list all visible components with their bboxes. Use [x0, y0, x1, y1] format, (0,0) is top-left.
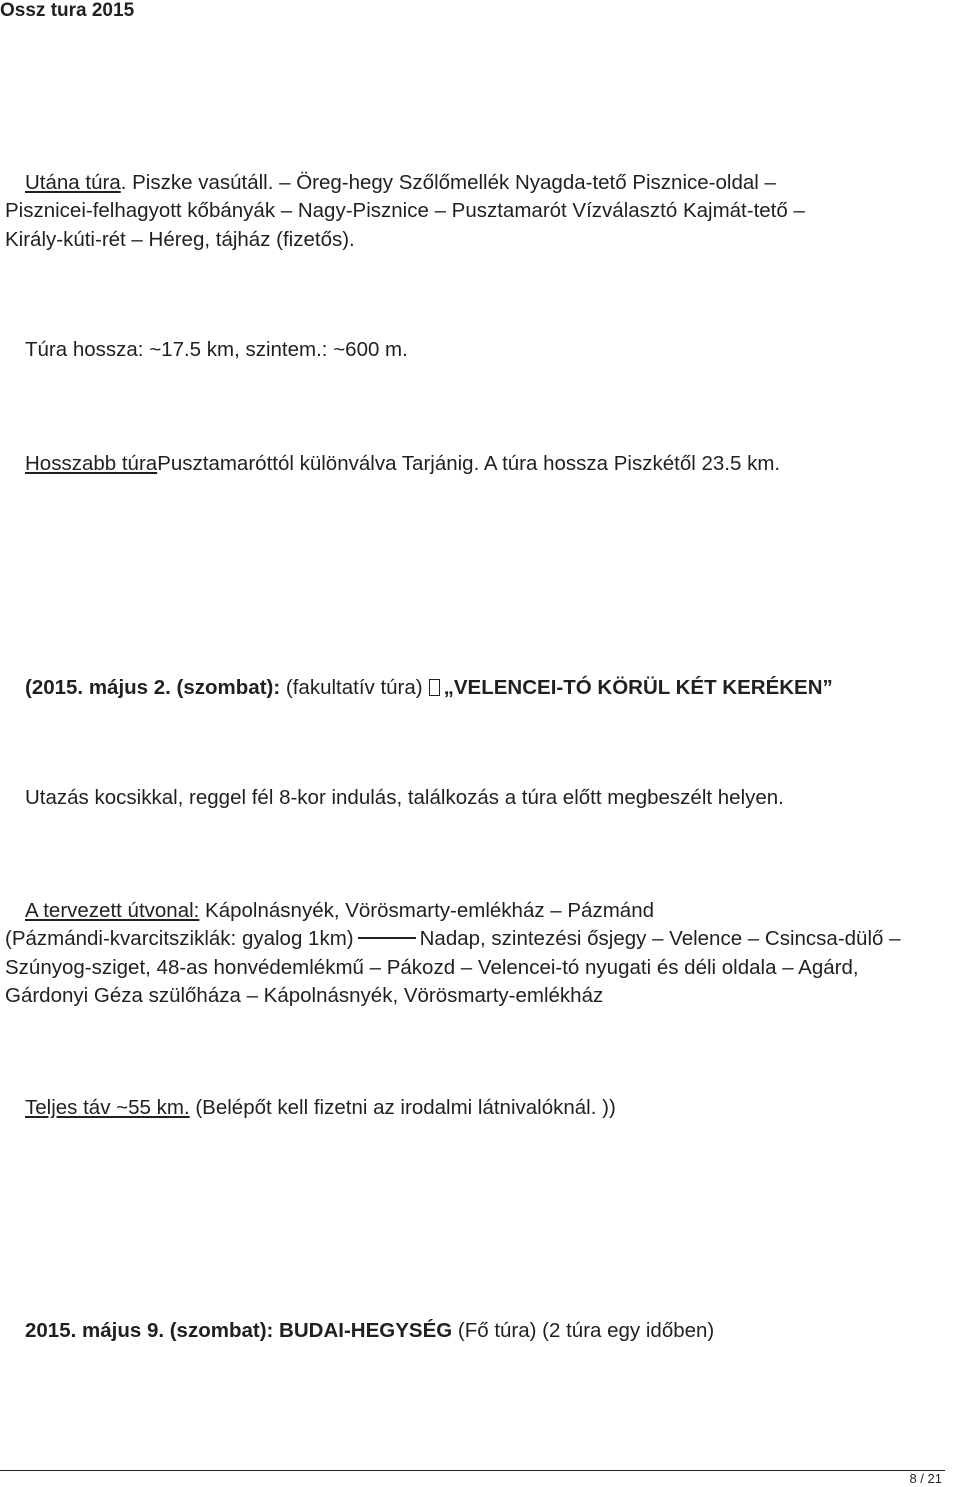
planned-route-line-2: [5, 925, 901, 953]
utana-tura-link[interactable]: Utána túra: [25, 171, 121, 194]
planned-route-line-3: Szúnyog-sziget, 48-as honvédemlékmű – Pákozd – Velencei-tó nyugati és déli oldala – Agárd,: [5, 956, 859, 979]
travel-info-text: Utazás kocsikkal, reggel fél 8-kor indulás, találkozás a túra előtt megbeszélt helyen.: [25, 786, 784, 809]
event-date-may-9: 2015. május 9. (szombat): BUDAI-HEGYSÉG: [25, 1319, 453, 1342]
page-number: 8 / 21: [909, 1471, 942, 1486]
longer-tour-paragraph: [25, 450, 780, 478]
header-title: Ossz tura 2015: [0, 0, 135, 21]
event-title: „VELENCEI-TÓ KÖRÜL KÉT KERÉKEN”: [443, 676, 833, 699]
planned-route-text-a: (Pázmándi-kvarcitsziklák: gyalog 1km): [5, 927, 354, 950]
event-heading-may-2: [25, 674, 833, 702]
entrance-fee-text: (Belépőt kell fizetni az irodalmi látnivalóknál. )): [189, 1096, 616, 1119]
route-paragraph-line-2: Pisznicei-felhagyott kőbányák – Nagy-Pisznice – Pusztamarót Vízválasztó Kajmát-tető –: [5, 199, 805, 222]
tour-length-text: Túra hossza: ~17.5 km, szintem.: ~600 m.: [25, 338, 408, 361]
planned-route-link[interactable]: A tervezett útvonal:: [25, 899, 200, 922]
missing-glyph-icon: [429, 679, 440, 696]
planned-route-line-1: [25, 897, 654, 925]
total-distance-paragraph: [25, 1094, 616, 1122]
event-desc-may-9: (Fő túra) (2 túra egy időben): [452, 1319, 715, 1342]
planned-route-text-b: Nadap, szintezési ősjegy – Velence – Csincsa-dülő –: [419, 927, 901, 950]
long-dash-divider: [358, 937, 416, 939]
longer-tour-link[interactable]: Hosszabb túra: [25, 452, 158, 475]
longer-tour-text: Pusztamaróttól különválva Tarjánig. A túra hossza Piszkétől 23.5 km.: [157, 452, 781, 475]
planned-route-line-4: Gárdonyi Géza szülőháza – Kápolnásnyék, Vörösmarty-emlékház: [5, 984, 604, 1007]
total-distance-link[interactable]: Teljes táv ~55 km.: [25, 1096, 190, 1119]
event-heading-may-9: [25, 1317, 714, 1345]
event-optional: (fakultatív túra): [280, 676, 423, 699]
route-paragraph-line-1: [25, 169, 776, 197]
event-date: (2015. május 2. (szombat):: [25, 676, 281, 699]
planned-route-text: Kápolnásnyék, Vörösmarty-emlékház – Pázmánd: [199, 899, 654, 922]
footer-divider: [0, 1470, 945, 1471]
route-text: . Piszke vasútáll. – Öreg-hegy Szőlőmellék Nyagda-tető Pisznice-oldal –: [120, 171, 776, 194]
route-paragraph-line-3: Király-kúti-rét – Héreg, tájház (fizetős).: [5, 228, 355, 251]
